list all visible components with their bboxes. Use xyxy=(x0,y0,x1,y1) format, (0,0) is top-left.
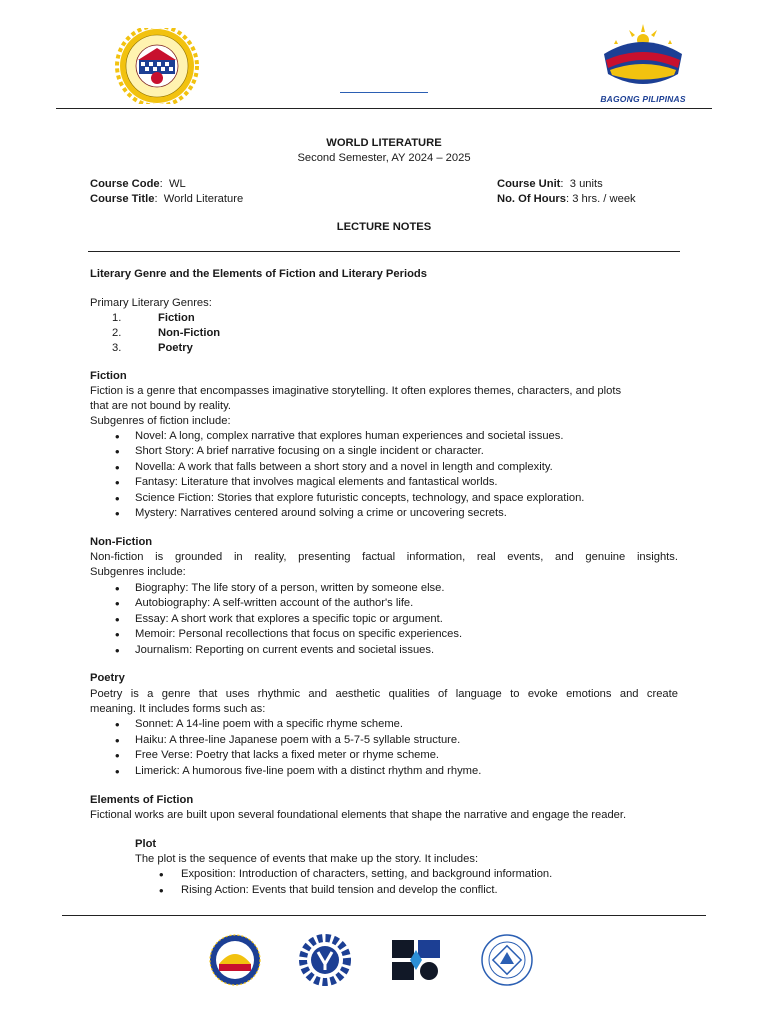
accreditation-seal-logo xyxy=(478,934,536,986)
genre-number: 3. xyxy=(112,342,122,354)
course-code-label: Course Code xyxy=(90,178,160,190)
poetry-paragraph-line1: Poetry is a genre that uses rhythmic and aesthetic qualities of language to evoke emotions and create xyxy=(90,688,678,700)
list-item: • Short Story: A brief narrative focusing on a single incident or character. xyxy=(135,444,484,459)
fiction-paragraph-line1: Fiction is a genre that encompasses imaginative storytelling. It often explores themes, characters, and plots xyxy=(90,385,622,397)
list-item: • Fantasy: Literature that involves magical elements and fantastical worlds. xyxy=(135,475,498,490)
poetry-paragraph-line2: meaning. It includes forms such as: xyxy=(90,703,266,715)
course-title-row: Course Title: World Literature xyxy=(90,193,244,205)
nonfiction-heading: Non-Fiction xyxy=(90,536,153,548)
genre-number: 2. xyxy=(112,327,122,339)
nonfiction-paragraph-line1: Non-fiction is grounded in reality, presenting factual information, real events, and genuine insights. xyxy=(90,551,678,563)
footer-divider xyxy=(62,915,706,916)
list-item: • Memoir: Personal recollections that focus on specific experiences. xyxy=(135,627,462,642)
course-unit-row: Course Unit: 3 units xyxy=(497,178,603,190)
list-item: • Exposition: Introduction of characters, setting, and background information. xyxy=(181,867,552,882)
tesda-logo xyxy=(296,934,354,986)
list-item: • Haiku: A three-line Japanese poem with a 5-7-5 syllable structure. xyxy=(135,733,460,748)
school-seal-logo xyxy=(112,28,202,104)
content-divider xyxy=(88,251,680,252)
list-item: • Novella: A work that falls between a short story and a novel in length and complexity. xyxy=(135,460,553,475)
topic-heading: Literary Genre and the Elements of Fiction and Literary Periods xyxy=(90,268,427,280)
course-hours-value: 3 hrs. / week xyxy=(572,193,636,205)
lecture-notes-heading: LECTURE NOTES xyxy=(336,221,432,233)
fiction-heading: Fiction xyxy=(90,370,127,382)
course-unit-value: 3 units xyxy=(569,178,603,190)
list-item: • Journalism: Reporting on current events and societal issues. xyxy=(135,643,434,658)
course-code-row: Course Code: WL xyxy=(90,178,186,190)
list-item: • Mystery: Narratives centered around solving a crime or uncovering secrets. xyxy=(135,506,507,521)
genre-number: 1. xyxy=(112,312,122,324)
list-item: • Rising Action: Events that build tension and develop the conflict. xyxy=(181,883,498,898)
list-item: • Science Fiction: Stories that explore futuristic concepts, technology, and space exploration. xyxy=(135,491,584,506)
fiction-paragraph-line2: that are not bound by reality. xyxy=(90,400,231,412)
list-item: • Limerick: A humorous five-line poem with a distinct rhythm and rhyme. xyxy=(135,764,481,779)
nonfiction-subgenres-intro: Subgenres include: xyxy=(90,566,186,578)
ched-seal-logo xyxy=(207,934,263,986)
poetry-heading: Poetry xyxy=(90,672,125,684)
plot-paragraph: The plot is the sequence of events that make up the story. It includes: xyxy=(135,853,479,865)
course-title-heading: WORLD LITERATURE xyxy=(326,137,442,149)
primary-genres-intro: Primary Literary Genres: xyxy=(90,297,212,309)
deped-logo xyxy=(388,936,444,984)
list-item: • Sonnet: A 14-line poem with a specific rhyme scheme. xyxy=(135,717,403,732)
header-link-underline xyxy=(340,92,428,93)
course-hours-label: No. Of Hours xyxy=(497,193,566,205)
genre-item-nonfiction: Non-Fiction xyxy=(158,327,221,339)
bagong-pilipinas-logo xyxy=(596,22,690,110)
fiction-subgenres-intro: Subgenres of fiction include: xyxy=(90,415,231,427)
elements-paragraph: Fictional works are built upon several foundational elements that shape the narrative and engage the reader. xyxy=(90,809,627,821)
list-item: • Biography: The life story of a person, written by someone else. xyxy=(135,581,444,596)
list-item: • Essay: A short work that explores a specific topic or argument. xyxy=(135,612,443,627)
list-item: • Autobiography: A self-written account of the author's life. xyxy=(135,596,413,611)
course-code-value: WL xyxy=(168,178,186,190)
list-item: • Novel: A long, complex narrative that explores human experiences and societal issues. xyxy=(135,429,563,444)
course-hours-row: No. Of Hours: 3 hrs. / week xyxy=(497,193,636,205)
list-item: • Free Verse: Poetry that lacks a fixed meter or rhyme scheme. xyxy=(135,748,439,763)
course-unit-label: Course Unit xyxy=(497,178,561,190)
genre-item-fiction: Fiction xyxy=(158,312,195,324)
elements-heading: Elements of Fiction xyxy=(90,794,194,806)
genre-item-poetry: Poetry xyxy=(158,342,193,354)
plot-heading: Plot xyxy=(135,838,157,850)
bagong-pilipinas-caption: BAGONG PILIPINAS xyxy=(600,94,686,104)
semester-line: Second Semester, AY 2024 – 2025 xyxy=(297,152,471,164)
course-title-label: Course Title xyxy=(90,193,155,205)
header-divider xyxy=(56,108,712,109)
course-title-value: World Literature xyxy=(163,193,244,205)
